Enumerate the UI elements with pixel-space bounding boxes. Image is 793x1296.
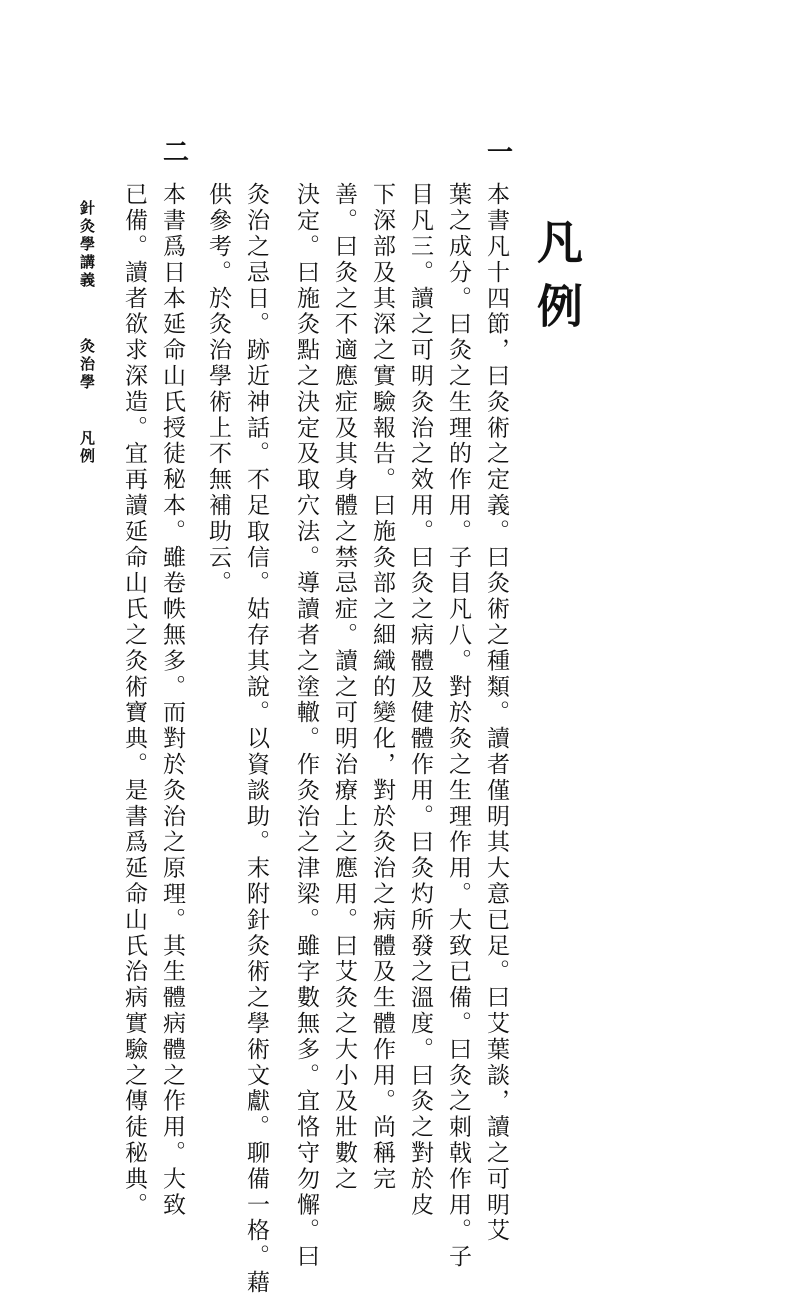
item-marker-1: 一 xyxy=(487,138,514,168)
section-1-line-4: 下深部及其深之實驗報告。曰施灸部之細織的變化，對於灸治之病體及生體作用。尚稱完 xyxy=(369,182,395,1193)
section-1-line-8: 供參考。於灸治學術上不無補助云。 xyxy=(205,182,231,597)
section-1-line-7: 灸治之忌日。跡近神話。不足取信。姑存其說。以資談助。末附針灸術之學術文獻。聊備一格。藉 xyxy=(243,182,269,1296)
section-1-line-1: 本書凡十四節，曰灸術之定義。曰灸術之種類。讀者僅明其大意已足。曰艾葉談，讀之可明艾 xyxy=(483,182,509,1244)
footer-section-title: 灸治學 xyxy=(78,338,96,392)
footer-book-title: 針灸學講義 xyxy=(78,200,96,290)
section-1-line-5: 善。曰灸之不適應症及其身體之禁忌症。讀之可明治療上之應用。曰艾灸之大小及壯數之 xyxy=(331,182,357,1193)
footer-page-label: 凡例 xyxy=(78,430,96,466)
section-2-line-2: 已備。讀者欲求深造。宜再讀延命山氏之灸術寶典。是書爲延命山氏治病實驗之傳徒秘典。 xyxy=(121,182,147,1218)
section-1-line-6: 決定。曰施灸點之決定及取穴法。導讀者之塗轍。作灸治之津梁。雖字數無多。宜恪守勿懈。曰 xyxy=(293,182,319,1270)
item-marker-2: 二 xyxy=(163,138,190,168)
section-1-line-2: 葉之成分。曰灸之生理的作用。子目凡八。對於灸之生理作用。大致已備。曰灸之刺戟作用。子 xyxy=(445,182,471,1270)
page-title: 凡例 xyxy=(530,218,584,346)
section-2-line-1: 本書爲日本延命山氏授徒秘本。雖卷帙無多。而對於灸治之原理。其生體病體之作用。大致 xyxy=(159,182,185,1218)
section-1-line-3: 目凡三。讀之可明灸治之效用。曰灸之病體及健體作用。曰灸灼所發之溫度。曰灸之對於皮 xyxy=(407,182,433,1218)
